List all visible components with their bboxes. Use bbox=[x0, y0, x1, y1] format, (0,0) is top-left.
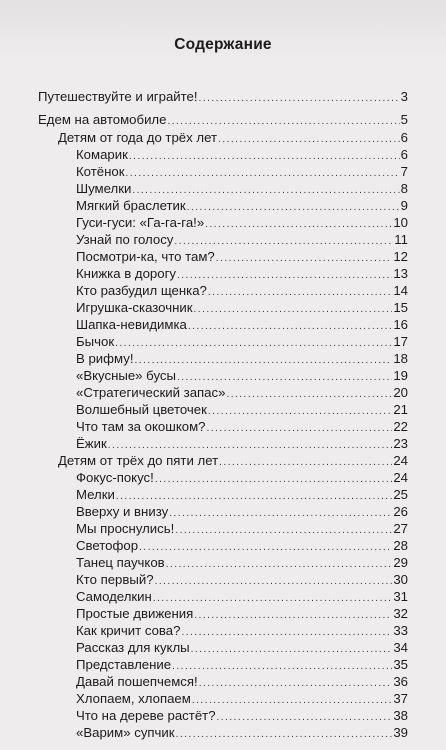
toc-entry-title: Детям от трёх до пяти лет bbox=[58, 453, 219, 468]
toc-entry bbox=[76, 385, 408, 401]
toc-entry-page: 5 bbox=[400, 112, 408, 127]
toc-entry-title: В рифму! bbox=[76, 351, 134, 366]
toc-section bbox=[38, 112, 408, 128]
toc-entry-page: 27 bbox=[393, 521, 408, 536]
leader-dots bbox=[175, 525, 392, 537]
toc-entry-title: Книжка в дорогу bbox=[76, 266, 176, 281]
toc-entry-title: Бычок bbox=[76, 334, 115, 349]
toc-entry-title: Мягкий браслетик bbox=[76, 198, 186, 213]
toc-entry bbox=[76, 538, 408, 554]
toc-entry-page: 19 bbox=[393, 368, 408, 383]
toc-entry-title: Танец паучков bbox=[76, 555, 165, 570]
toc-entry-page: 7 bbox=[400, 164, 408, 179]
toc-entry bbox=[76, 674, 408, 690]
toc-entry-title: Шапка-невидимка bbox=[76, 317, 187, 332]
leader-dots bbox=[174, 236, 393, 248]
toc-entry-title: Шумелки bbox=[76, 181, 132, 196]
toc-entry-title: Детям от года до трёх лет bbox=[58, 130, 218, 145]
toc-entry-page: 26 bbox=[393, 504, 408, 519]
toc-entry-page: 23 bbox=[393, 436, 408, 451]
toc-entry bbox=[76, 181, 408, 197]
leader-dots bbox=[176, 729, 393, 741]
toc-entry bbox=[76, 487, 408, 503]
toc-entry-page: 29 bbox=[393, 555, 408, 570]
leader-dots bbox=[115, 338, 392, 350]
toc-entry-title: Комарик bbox=[76, 147, 128, 162]
leader-dots bbox=[155, 474, 393, 486]
toc-entry-page: 17 bbox=[393, 334, 408, 349]
toc-entry-page: 21 bbox=[393, 402, 408, 417]
toc-entry bbox=[76, 334, 408, 350]
leader-dots bbox=[177, 270, 392, 282]
toc-entry-title: «Стратегический запас» bbox=[76, 385, 226, 400]
toc-entry bbox=[76, 657, 408, 673]
toc-entry-title: Мы проснулись! bbox=[76, 521, 175, 536]
toc-entry-title: Посмотри-ка, что там? bbox=[76, 249, 215, 264]
toc-entry bbox=[76, 368, 408, 384]
leader-dots bbox=[194, 610, 392, 622]
toc-entry-title: Гуси-гуси: «Га-га-га!» bbox=[76, 215, 205, 230]
toc-entry-title: Как кричит сова? bbox=[76, 623, 181, 638]
toc-entry-page: 8 bbox=[400, 181, 408, 196]
leader-dots bbox=[217, 712, 393, 724]
toc-entry-page: 6 bbox=[400, 130, 408, 145]
toc-entry-title: Вверху и внизу bbox=[76, 504, 169, 519]
leader-dots bbox=[169, 508, 392, 520]
toc-entry-title: «Вкусные» бусы bbox=[76, 368, 176, 383]
toc-entry-title: Волшебный цветочек bbox=[76, 402, 207, 417]
toc-entry-page: 32 bbox=[393, 606, 408, 621]
leader-dots bbox=[191, 644, 393, 656]
leader-dots bbox=[167, 116, 399, 128]
toc-entry bbox=[76, 521, 408, 537]
toc-entry-page: 6 bbox=[400, 147, 408, 162]
toc-entry bbox=[76, 283, 408, 299]
toc-entry-title: Представление bbox=[76, 657, 172, 672]
toc-entry bbox=[76, 589, 408, 605]
leader-dots bbox=[219, 457, 392, 469]
toc-entry-title: Путешествуйте и играйте! bbox=[38, 89, 198, 104]
toc-entry bbox=[76, 572, 408, 588]
toc-entry-page: 12 bbox=[393, 249, 408, 264]
leader-dots bbox=[134, 355, 392, 367]
toc-entry bbox=[76, 147, 408, 163]
toc-entry-page: 31 bbox=[393, 589, 408, 604]
toc-entry bbox=[76, 640, 408, 656]
leader-dots bbox=[132, 185, 399, 197]
toc-entry-title: Что на дереве растёт? bbox=[76, 708, 216, 723]
toc-entry bbox=[76, 402, 408, 418]
toc-entry bbox=[76, 351, 408, 367]
toc-entry bbox=[76, 198, 408, 214]
toc-entry-title: Самоделкин bbox=[76, 589, 152, 604]
toc-entry-title: Игрушка-сказочник bbox=[76, 300, 193, 315]
leader-dots bbox=[216, 253, 393, 265]
toc-entry bbox=[76, 317, 408, 333]
leader-dots bbox=[172, 661, 392, 673]
toc-entry-title: Хлопаем, хлопаем bbox=[76, 691, 191, 706]
toc-entry-page: 33 bbox=[393, 623, 408, 638]
toc-entry-title: Фокус-покус! bbox=[76, 470, 154, 485]
toc-entry-page: 13 bbox=[393, 266, 408, 281]
toc-entry-page: 37 bbox=[393, 691, 408, 706]
leader-dots bbox=[208, 287, 392, 299]
leader-dots bbox=[166, 559, 393, 571]
leader-dots bbox=[207, 423, 393, 435]
toc-entry-page: 38 bbox=[393, 708, 408, 723]
toc-entry bbox=[38, 89, 408, 105]
toc-entry-title: Ёжик bbox=[76, 436, 107, 451]
toc-entry-page: 22 bbox=[393, 419, 408, 434]
toc-entry-page: 11 bbox=[394, 232, 408, 247]
leader-dots bbox=[177, 372, 392, 384]
toc-entry-page: 20 bbox=[393, 385, 408, 400]
toc-entry-title: Котёнок bbox=[76, 164, 125, 179]
toc-entry-title: Мелки bbox=[76, 487, 115, 502]
toc-entry bbox=[76, 708, 408, 724]
toc-entry-page: 36 bbox=[393, 674, 408, 689]
toc-entry bbox=[76, 266, 408, 282]
toc-entry bbox=[76, 623, 408, 639]
leader-dots bbox=[218, 134, 400, 146]
toc-entry bbox=[76, 436, 408, 452]
toc-entry-page: 30 bbox=[393, 572, 408, 587]
leader-dots bbox=[208, 406, 392, 418]
toc-entry-page: 39 bbox=[393, 725, 408, 740]
toc-entry-title: Простые движения bbox=[76, 606, 194, 621]
toc-entry-page: 28 bbox=[393, 538, 408, 553]
toc-entry bbox=[76, 164, 408, 180]
toc-subsection bbox=[58, 130, 408, 146]
toc-entry-page: 9 bbox=[400, 198, 408, 213]
toc-entry-title: Узнай по голосу bbox=[76, 232, 174, 247]
leader-dots bbox=[126, 168, 400, 180]
toc-entry bbox=[76, 470, 408, 486]
toc-entry-page: 34 bbox=[393, 640, 408, 655]
toc-entry-title: Едем на автомобиле bbox=[38, 112, 167, 127]
leader-dots bbox=[194, 304, 393, 316]
toc-entry-title: «Варим» супчик bbox=[76, 725, 175, 740]
leader-dots bbox=[192, 695, 393, 707]
toc-entry-page: 10 bbox=[393, 215, 408, 230]
toc-entry bbox=[76, 215, 408, 231]
leader-dots bbox=[188, 321, 392, 333]
leader-dots bbox=[205, 219, 392, 231]
toc-entry-title: Кто первый? bbox=[76, 572, 154, 587]
leader-dots bbox=[187, 202, 400, 214]
toc-entry-page: 14 bbox=[393, 283, 408, 298]
toc-entry-title: Кто разбудил щенка? bbox=[76, 283, 207, 298]
leader-dots bbox=[199, 93, 400, 105]
toc-entry-page: 15 bbox=[393, 300, 408, 315]
toc-entry-page: 24 bbox=[393, 470, 408, 485]
toc-entry-page: 25 bbox=[393, 487, 408, 502]
toc-entry bbox=[76, 300, 408, 316]
leader-dots bbox=[226, 389, 392, 401]
toc-entry bbox=[76, 725, 408, 741]
toc-entry-page: 3 bbox=[400, 89, 408, 104]
leader-dots bbox=[108, 440, 393, 452]
toc-entry-title: Рассказ для куклы bbox=[76, 640, 190, 655]
toc-entry-title: Что там за окошком? bbox=[76, 419, 206, 434]
leader-dots bbox=[153, 593, 393, 605]
toc-entry bbox=[76, 419, 408, 435]
toc-entry bbox=[76, 606, 408, 622]
leader-dots bbox=[155, 576, 393, 588]
toc-entry bbox=[76, 232, 408, 248]
toc-entry bbox=[76, 555, 408, 571]
toc-entry-page: 35 bbox=[393, 657, 408, 672]
leader-dots bbox=[129, 151, 400, 163]
toc-entry bbox=[76, 691, 408, 707]
leader-dots bbox=[139, 542, 392, 554]
toc-entry-page: 18 bbox=[393, 351, 408, 366]
toc-entry-title: Давай пошепчемся! bbox=[76, 674, 198, 689]
page-title: Содержание bbox=[174, 36, 272, 53]
leader-dots bbox=[181, 627, 392, 639]
leader-dots bbox=[116, 491, 392, 503]
toc-entry-page: 16 bbox=[393, 317, 408, 332]
toc-entry-page: 24 bbox=[393, 453, 408, 468]
toc-entry bbox=[76, 504, 408, 520]
toc-subsection bbox=[58, 453, 408, 469]
toc-entry bbox=[76, 249, 408, 265]
leader-dots bbox=[199, 678, 393, 690]
toc-entry-title: Светофор bbox=[76, 538, 139, 553]
